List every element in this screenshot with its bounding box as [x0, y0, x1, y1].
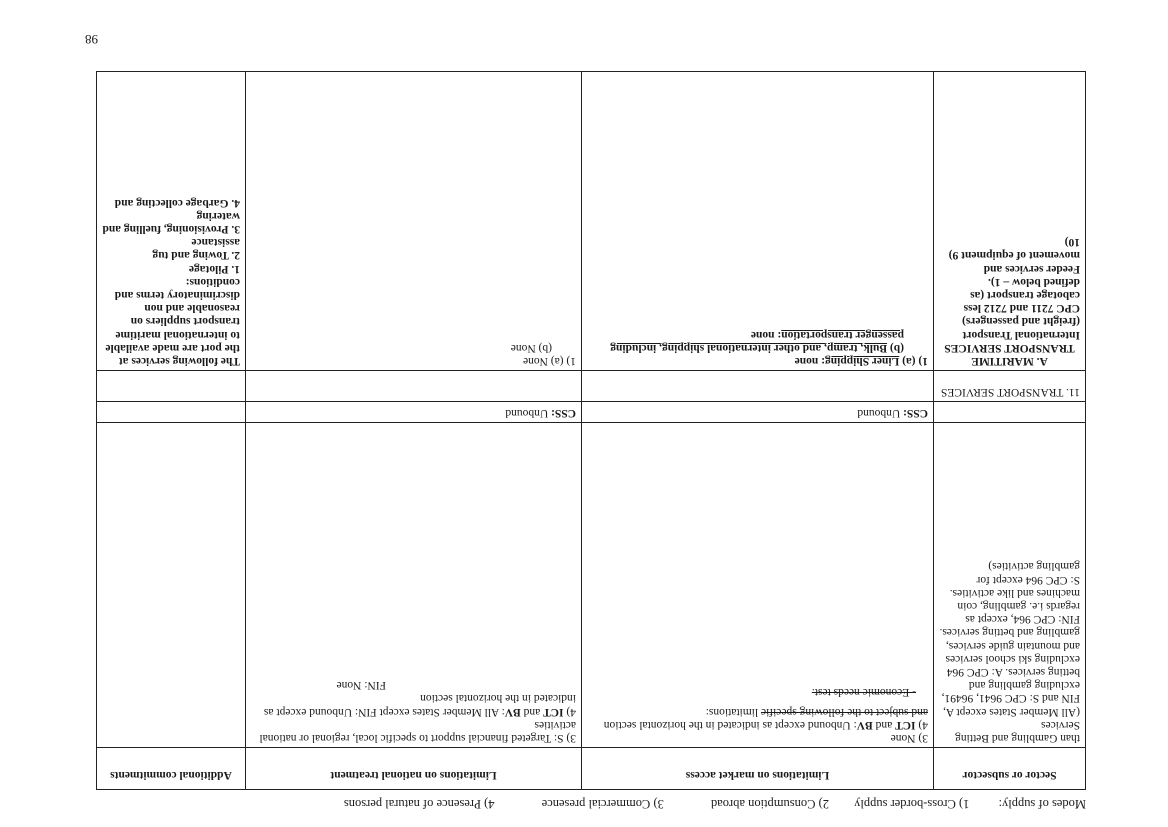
- header-national-treatment: Limitations on national treatment: [246, 748, 582, 790]
- page-number: 98: [85, 32, 98, 47]
- table-row: [97, 423, 1086, 748]
- ma-mode4-text: : Unbound except as indicated in the horizontal section: [603, 718, 857, 731]
- ma-mode4: [587, 704, 928, 730]
- maritime-sector: [934, 72, 1086, 371]
- ma-mode3: 3) None: [890, 732, 928, 744]
- nt-fin: FIN: None: [336, 679, 386, 692]
- maritime-ma-line1: [587, 354, 928, 367]
- css-ma-value: Unbound: [857, 407, 904, 419]
- gambling-sector: [934, 423, 1086, 748]
- ma-mode4-num: 4): [918, 718, 928, 731]
- gambling-sector-line: (All Member States except A, FIN and S: CPC 9641, 96491, excluding gambling and betting services. A: CPC 964 excluding ski school services and mountain guide services, gambling and betting services. FIN: CPC 964, except as regards i.e. gambling, coin machines and like activities. S: CPC 964 except for gambling activities): [939, 560, 1080, 718]
- mode-2: 2) Consumption abroad: [710, 797, 829, 811]
- table-row: [97, 402, 1086, 423]
- maritime-nt-line1: 1) (a) None: [522, 355, 576, 367]
- css-market-access: [582, 402, 934, 423]
- maritime-title: A. MARITIME TRANSPORT SERVICES: [944, 341, 1075, 367]
- mode-4: 4) Presence of natural persons: [343, 797, 495, 811]
- ma-liner-label: Liner Shipping: [824, 355, 900, 367]
- css-nt-value: Unbound: [505, 407, 552, 419]
- css-nt-label: CSS:: [551, 407, 576, 419]
- transport-national-treatment: [246, 371, 582, 402]
- css-additional: [97, 402, 246, 423]
- ma-bulk-value: : none: [750, 328, 782, 341]
- additional-item: 2. Towing and tug assistance: [152, 236, 240, 262]
- maritime-market-access: [582, 72, 934, 371]
- table-row: [97, 72, 1086, 371]
- ma-struck-item: - Economic needs test.: [811, 686, 916, 699]
- modes-label: Modes of supply:: [998, 797, 1086, 811]
- additional-item: 4. Garbage collecting and: [114, 196, 240, 209]
- gambling-national-treatment: [246, 423, 582, 748]
- table-row: [97, 371, 1086, 402]
- maritime-sector-line: International Transport (freight and passengers) CPC 7211 and 7212 less cabotage transport (as defined below – 1).: [962, 275, 1080, 341]
- maritime-additional: [97, 72, 246, 371]
- maritime-nt-line2: (b) None: [510, 341, 552, 354]
- ma-ict: ICT: [895, 718, 916, 731]
- nt-mode4-text: : All Member States except FIN: Unbound except as indicated in the horizontal section: [263, 692, 576, 718]
- css-national-treatment: [246, 402, 582, 423]
- additional-intro: The following services at the port are made available to international maritime transport suppliers on reasonable and non discriminatory terms and conditions:: [105, 275, 240, 367]
- maritime-ma-line2: [587, 327, 928, 353]
- ma-bv: BV: [856, 718, 873, 731]
- gambling-market-access: [582, 423, 934, 748]
- header-sector: Sector or subsector: [934, 748, 1086, 790]
- css-sector: [934, 402, 1086, 423]
- gambling-sector-line: than Gambling and Betting Services: [955, 718, 1080, 744]
- modes-of-supply: [86, 796, 1086, 811]
- nt-bv: BV: [504, 705, 521, 718]
- gambling-additional: [97, 423, 246, 748]
- mode-3: 3) Commercial presence: [541, 797, 664, 811]
- nt-and: and: [523, 705, 541, 718]
- transport-market-access: [582, 371, 934, 402]
- nt-mode4-num: 4): [566, 705, 576, 718]
- additional-item: 3. Provisioning, fuelling and watering: [102, 209, 240, 235]
- ma-bulk-label: Bulk, tramp, and other international shipping, including passenger transportation: [610, 328, 904, 354]
- nt-mode3: 3) S: Targeted financial support to specific local, regional or national activities: [259, 718, 576, 744]
- maritime-national-treatment: [246, 72, 582, 371]
- header-additional: Additional commitments: [97, 748, 246, 790]
- schedule-table: [96, 71, 1086, 790]
- header-market-access: Limitations on market access: [582, 748, 934, 790]
- ma-bulk-num: (b): [889, 341, 904, 354]
- nt-ict: ICT: [543, 705, 564, 718]
- table-header-row: [97, 748, 1086, 790]
- transport-additional: [97, 371, 246, 402]
- ma-and: and: [875, 718, 893, 731]
- transport-sector: 11. TRANSPORT SERVICES: [934, 371, 1086, 402]
- additional-item: 1. Pilotage: [188, 262, 240, 275]
- ma-liner-num: 1) (a): [902, 355, 928, 367]
- ma-mode4-rest: limitations:: [705, 705, 759, 718]
- ma-struck-text: and subject to the following specific: [760, 705, 928, 718]
- mode-1: 1) Cross-border supply: [854, 797, 970, 811]
- maritime-sector-line: Feeder services and movement of equipment 9) 10): [948, 236, 1080, 275]
- css-ma-label: CSS:: [903, 407, 928, 419]
- nt-mode4: [251, 691, 576, 717]
- ma-liner-value: : none: [794, 355, 825, 367]
